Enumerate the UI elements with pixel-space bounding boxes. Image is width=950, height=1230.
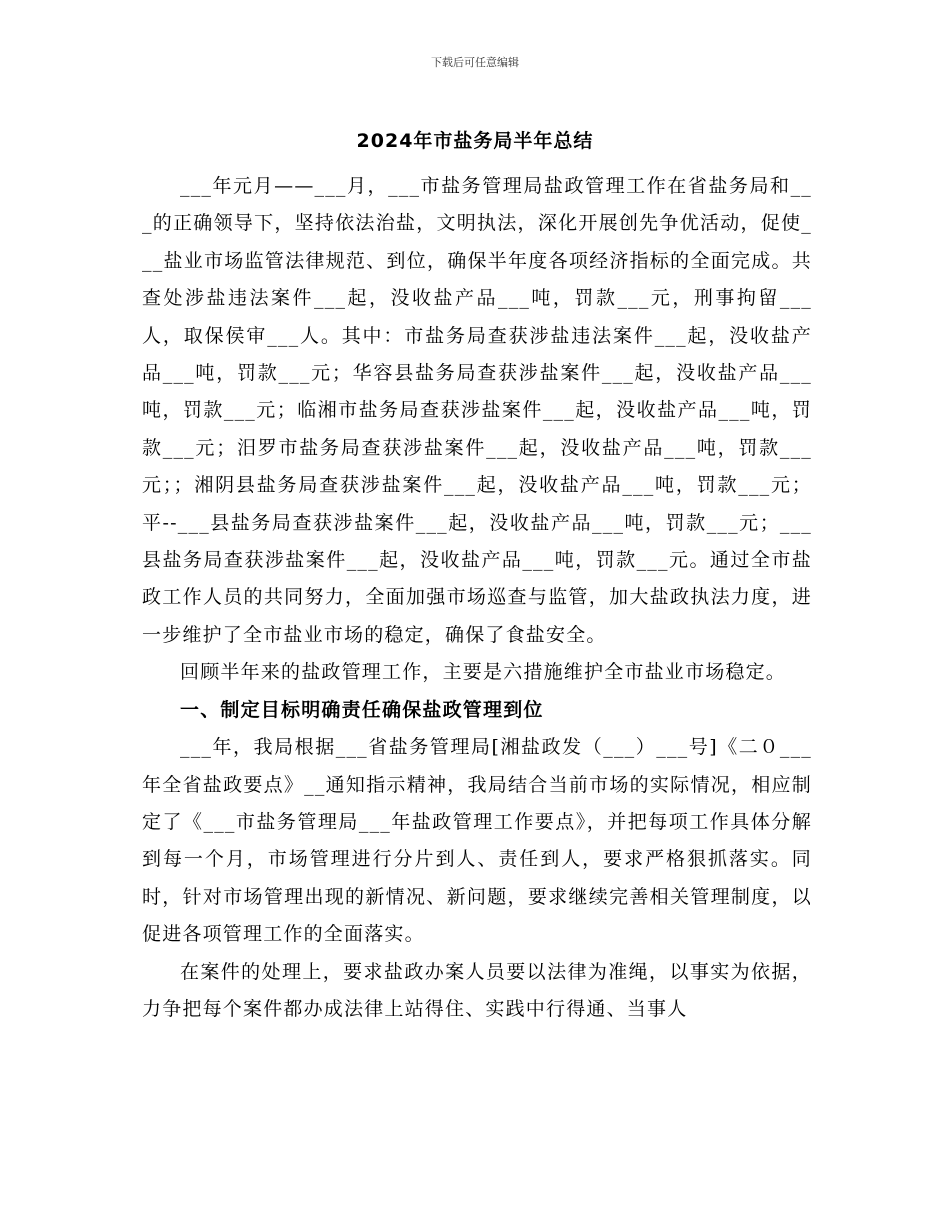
document-body <box>142 168 812 1028</box>
header-note: 下载后可任意编辑 <box>431 56 519 69</box>
section-paragraph: 在案件的处理上，要求盐政办案人员要以法律为准绳，以事实为依据，力争把每个案件都办成法律上站得住、实践中行得通、当事人 <box>142 960 812 1020</box>
review-paragraph: 回顾半年来的盐政管理工作，主要是六措施维护全市盐业市场稳定。 <box>180 661 787 684</box>
intro-paragraph: ___年元月——___月，___市盐务管理局盐政管理工作在省盐务局和___的正确领导下，坚持依法治盐，文明执法，深化开展创先争优活动，促使___盐业市场监管法律规范、到位，确保半年度各项经济指标的全面完成。共查处涉盐违法案件___起，没收盐产品___吨，罚款___元，刑事拘留___人，取保侯审___人。其中：市盐务局查获涉盐违法案件___起，没收盐产品___吨，罚款___元；华容县盐务局查获涉盐案件___起，没收盐产品___吨，罚款___元；临湘市盐务局查获涉盐案件___起，没收盐产品___吨，罚款___元；汨罗市盐务局查获涉盐案件___起，没收盐产品___吨，罚款___元；；湘阴县盐务局查获涉盐案件___起，没收盐产品___吨，罚款___元；平--___县盐务局查获涉盐案件___起，没收盐产品___吨，罚款___元；___县盐务局查获涉盐案件___起，没收盐产品___吨，罚款___元。通过全市盐政工作人员的共同努力，全面加强市场巡查与监管，加大盐政执法力度，进一步维护了全市盐业市场的稳定，确保了食盐安全。 <box>142 175 812 646</box>
document-title: 2024年市盐务局半年总结 <box>356 130 594 152</box>
section-paragraph: ___年，我局根据___省盐务管理局[湘盐政发（___）___号]《二０___年全省盐政要点》__通知指示精神，我局结合当前市场的实际情况，相应制定了《___市盐务管理局___年盐政管理工作要点》，并把每项工作具体分解到每一个月，市场管理进行分片到人、责任到人，要求严格狠抓落实。同时，针对市场管理出现的新情况、新问题，要求继续完善相关管理制度，以促进各项管理工作的全面落实。 <box>142 736 812 946</box>
section-heading: 一、制定目标明确责任确保盐政管理到位 <box>180 698 544 721</box>
